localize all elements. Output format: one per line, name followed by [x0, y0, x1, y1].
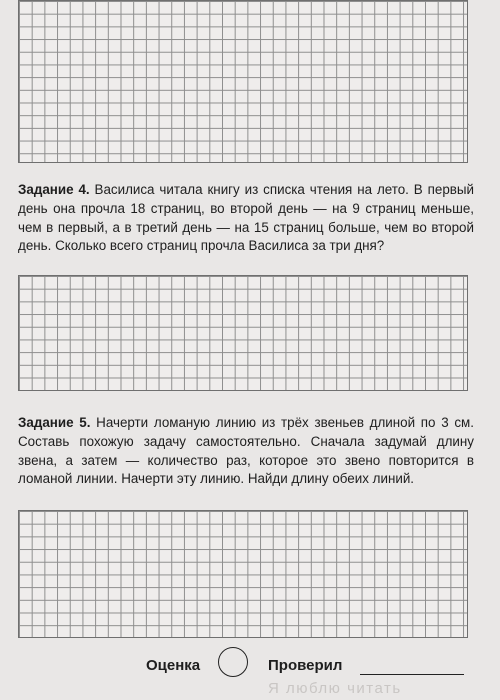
task-5-text: Начерти ломаную линию из трёх звеньев длиной по 3 см. Составь похожую задачу самостоятельно. Сначала задумай длину звена, а затем — количество раз, которое это звено повторится в ломаной линии. Начерти эту линию. Найди длину обеих линий.: [18, 415, 474, 487]
checked-by-label: Проверил: [268, 657, 343, 674]
watermark: Я люблю читать: [268, 680, 402, 697]
grade-circle[interactable]: [218, 647, 248, 677]
task-4: [18, 181, 474, 256]
task-4-text: Василиса читала книгу из списка чтения на лето. В первый день она прочла 18 страниц, во второй день — на 9 страниц меньше, чем в первый, а в третий день — на 15 страниц больше, чем во второй день. Сколько всего страниц прочла Василиса за три дня?: [18, 182, 474, 254]
task-5: [18, 414, 474, 489]
task-4-label: Задание 4.: [18, 182, 90, 197]
signature-line[interactable]: [360, 674, 464, 675]
answer-grid-task-5[interactable]: [18, 510, 468, 638]
grading-footer: [0, 646, 500, 676]
task-5-label: Задание 5.: [18, 415, 91, 430]
grade-label: Оценка: [146, 657, 201, 674]
answer-grid-top[interactable]: [18, 0, 468, 163]
answer-grid-task-4[interactable]: [18, 275, 468, 391]
